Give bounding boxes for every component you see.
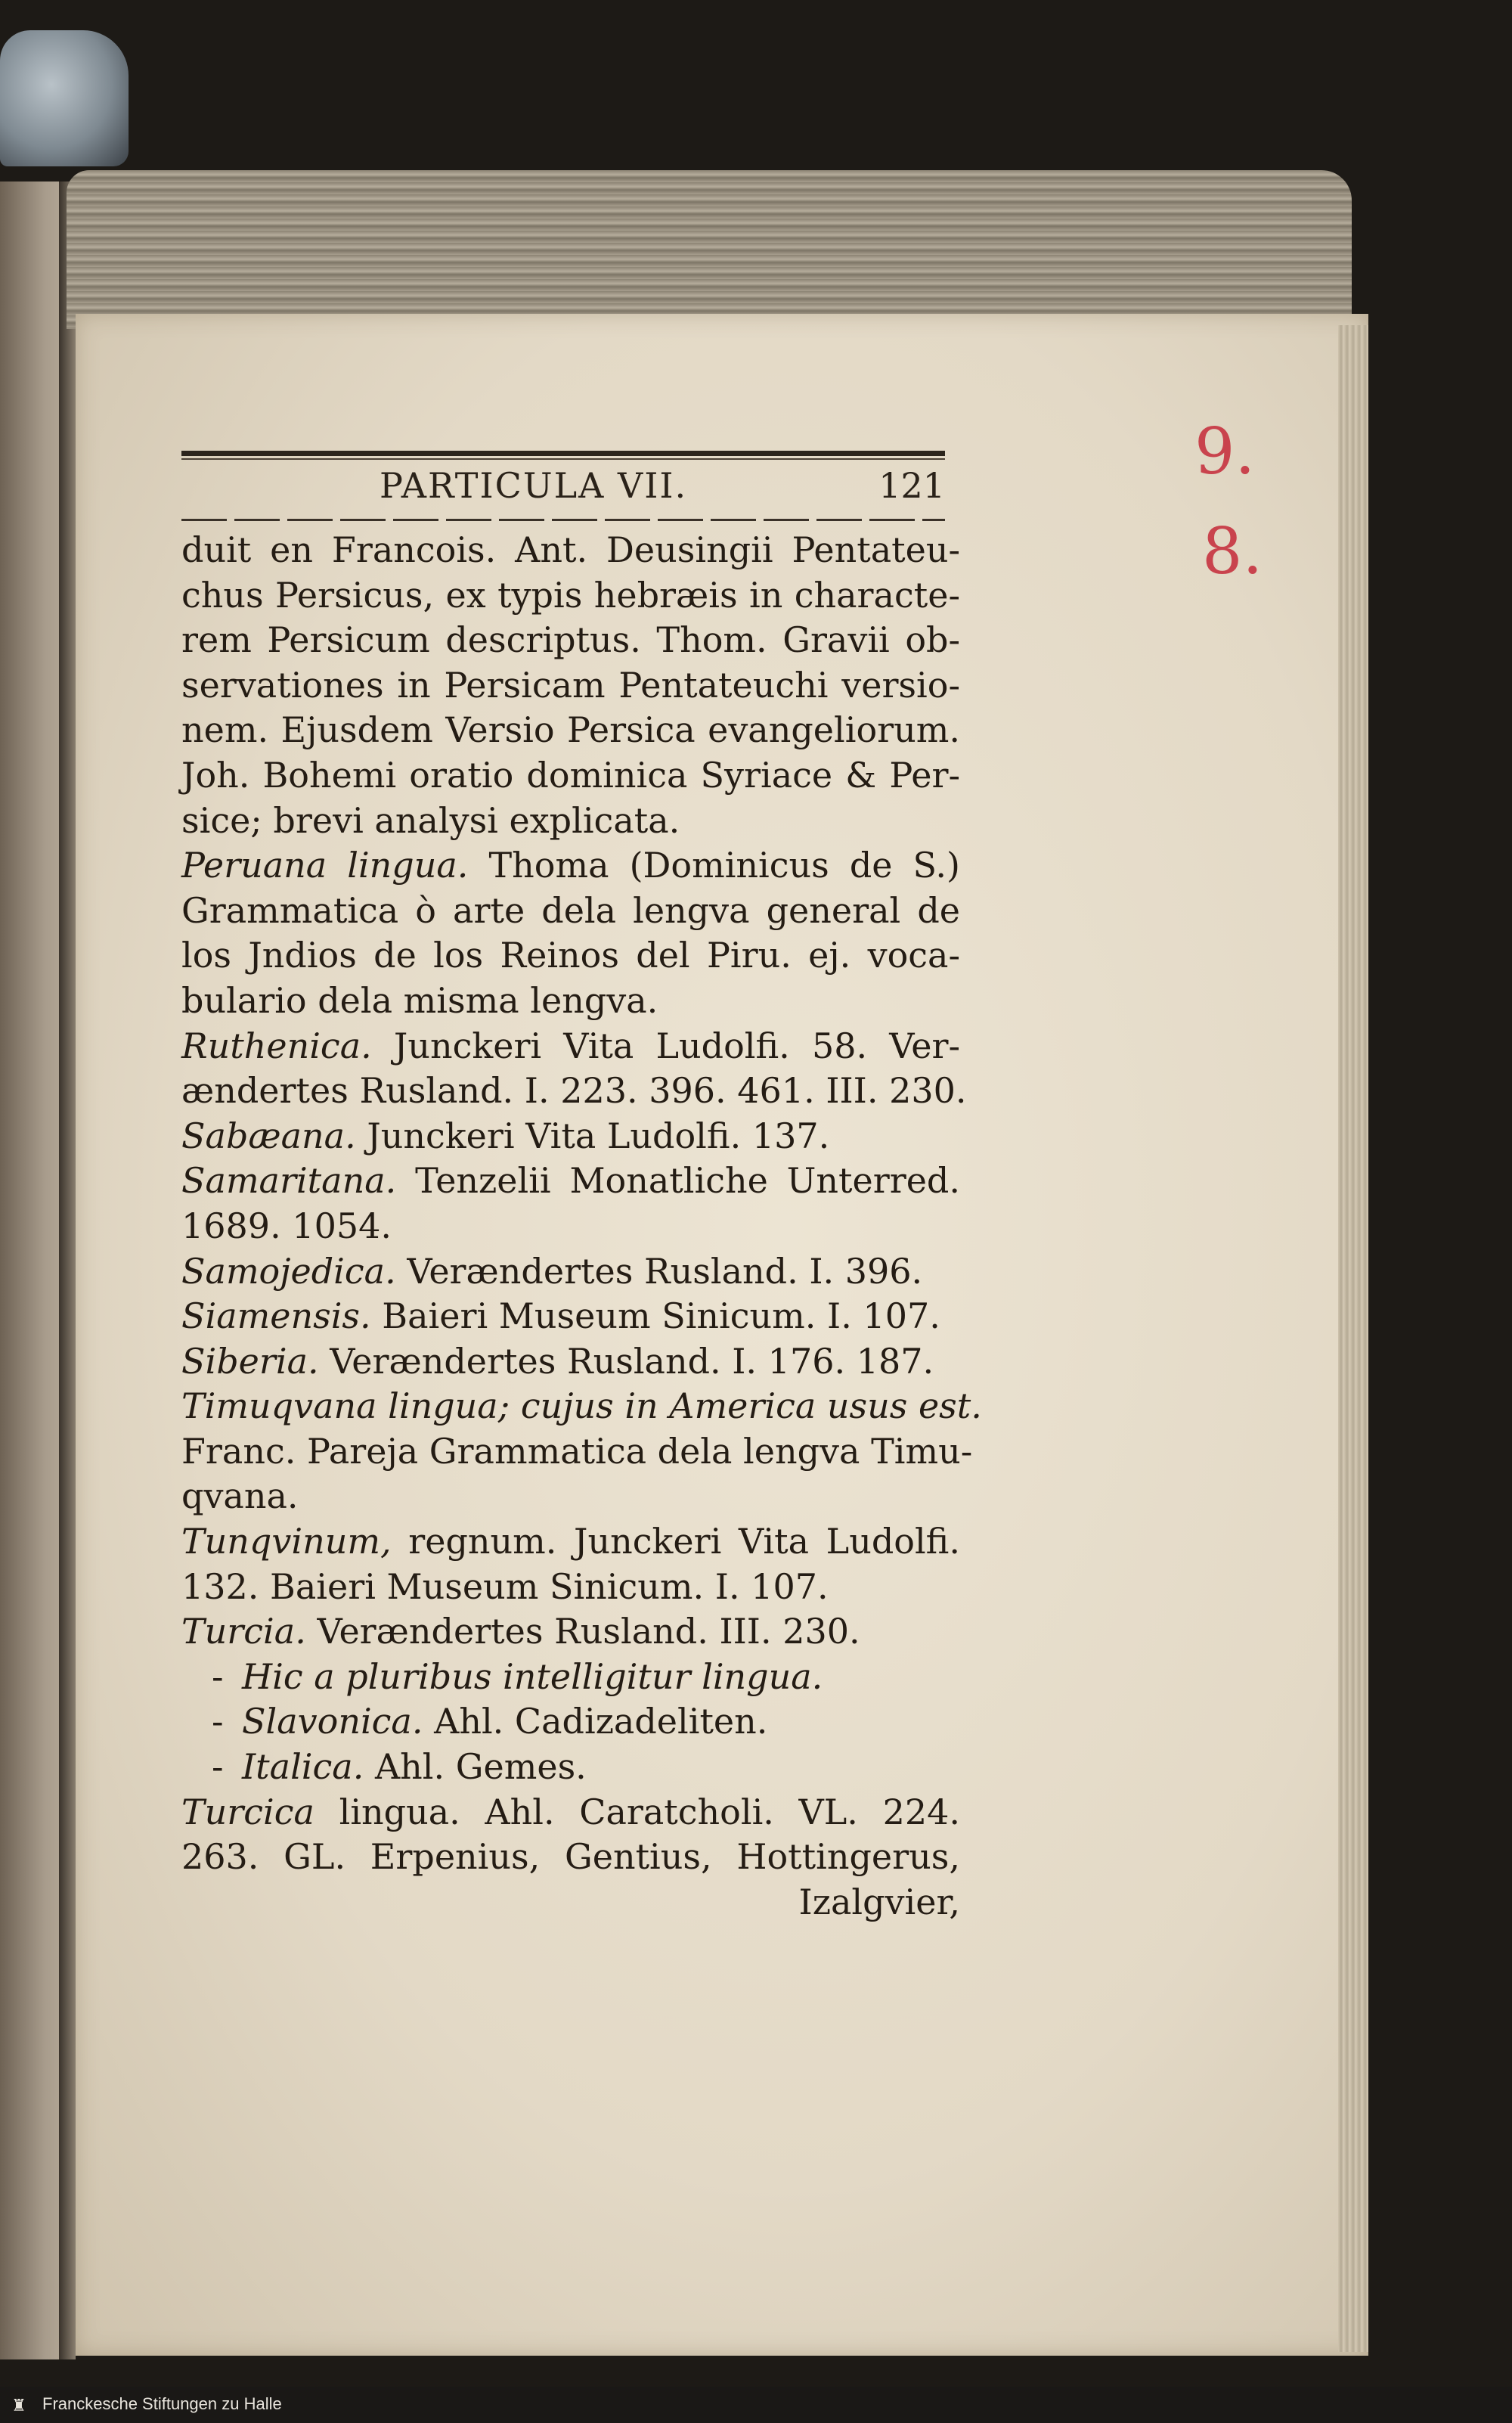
margin-note: 8. xyxy=(1202,514,1263,588)
entry-text: 263. GL. Erpenius, Gentius, Hottingerus, xyxy=(181,1836,960,1878)
entry-text: sice; brevi analysi explicata. xyxy=(181,799,680,841)
entry-heading: Siamensis. xyxy=(181,1295,371,1337)
text-line xyxy=(181,889,960,934)
entry-text: qvana. xyxy=(181,1475,299,1517)
entry-heading: Samojedica. xyxy=(181,1250,396,1292)
footer-label: Franckesche Stiftungen zu Halle xyxy=(42,2394,282,2413)
background-object xyxy=(0,30,129,166)
entry-heading: Peruana lingua. xyxy=(181,845,469,886)
text-line xyxy=(181,1429,973,1475)
entry-text: Junckeri Vita Ludolfi. 58. Ver- xyxy=(371,1025,960,1066)
entry-heading: Turcia. xyxy=(181,1611,306,1652)
entry-text: Verændertes Rusland. III. 230. xyxy=(305,1611,860,1652)
entry-text: servationes in Persicam Pentateuchi versio- xyxy=(181,664,960,706)
text-line xyxy=(181,1565,960,1610)
entry-text: Tenzelii Monatliche Unterred. xyxy=(396,1160,960,1202)
entry-heading: Italica. xyxy=(242,1746,364,1788)
header-rule-bottom xyxy=(181,519,945,521)
book-spine xyxy=(59,181,76,2359)
page-fore-edge xyxy=(1338,325,1368,2352)
text-line xyxy=(181,843,960,889)
text-line xyxy=(181,1294,960,1339)
text-line xyxy=(181,1249,960,1295)
text-line xyxy=(181,1204,960,1249)
text-line xyxy=(181,799,960,844)
entry-text: regnum. Junckeri Vita Ludolfi. xyxy=(391,1521,960,1562)
text-line xyxy=(181,1339,960,1385)
text-line xyxy=(181,1114,960,1159)
entry-text: bulario dela misma lengva. xyxy=(181,979,658,1021)
running-head-title: PARTICULA VII. xyxy=(380,465,688,506)
text-line xyxy=(181,1069,967,1114)
text-line xyxy=(181,753,960,799)
entry-heading: Samaritana. xyxy=(181,1160,397,1202)
entry-text: Franc. Pareja Grammatica dela lengva Timu- xyxy=(181,1430,973,1472)
entry-text: Verændertes Rusland. I. 176. 187. xyxy=(318,1340,934,1382)
text-line xyxy=(181,618,960,663)
entry-text: Ahl. Cadizadeliten. xyxy=(423,1701,768,1742)
entry-text: Junckeri Vita Ludolfi. 137. xyxy=(355,1115,830,1156)
text-line xyxy=(181,1609,960,1655)
margin-note: 9. xyxy=(1194,414,1256,489)
entry-heading: Hic a pluribus intelligitur lingua. xyxy=(242,1655,823,1697)
header-rule xyxy=(181,451,945,456)
entry-heading: Siberia. xyxy=(181,1340,319,1382)
entry-text: ændertes Rusland. I. 223. 396. 461. III. 230. xyxy=(181,1070,967,1112)
text-line xyxy=(181,1745,960,1790)
page-edges xyxy=(67,170,1352,329)
entry-text: Thoma (Dominicus de S.) xyxy=(468,845,960,886)
text-line xyxy=(181,1699,960,1745)
text-line xyxy=(181,1384,982,1429)
text-line xyxy=(181,528,960,573)
text-line xyxy=(181,663,960,709)
entry-text: Joh. Bohemi oratio dominica Syriace & Per- xyxy=(181,754,960,796)
text-line xyxy=(181,1835,960,1880)
running-head xyxy=(181,459,945,512)
text-line xyxy=(181,1159,960,1204)
entry-text: 1689. 1054. xyxy=(181,1205,392,1246)
text-line xyxy=(181,1024,960,1069)
dash-marker: - xyxy=(212,1655,224,1697)
text-line xyxy=(181,1474,960,1519)
dash-marker: - xyxy=(212,1701,224,1742)
entry-text: nem. Ejusdem Versio Persica evangeliorum. xyxy=(181,709,960,751)
institution-logo-icon: ♜ xyxy=(11,2396,26,2415)
text-line xyxy=(181,1790,960,1835)
text-line xyxy=(181,573,960,619)
text-line xyxy=(181,708,960,753)
entry-text: Grammatica ò arte dela lengva general de xyxy=(181,889,960,931)
entry-heading: Timuqvana lingua; cujus in America usus est. xyxy=(181,1385,982,1427)
entry-text: Verændertes Rusland. I. 396. xyxy=(395,1250,923,1292)
entry-heading: Turcica xyxy=(181,1791,314,1832)
entry-text: chus Persicus, ex typis hebræis in characte- xyxy=(181,574,960,616)
left-page-stack xyxy=(0,181,76,2359)
text-line xyxy=(181,1655,960,1700)
entry-heading: Ruthenica. xyxy=(181,1025,372,1066)
entry-heading: Slavonica. xyxy=(242,1701,423,1742)
entry-heading: Tunqvinum, xyxy=(181,1521,392,1562)
entry-text: Baieri Museum Sinicum. I. 107. xyxy=(370,1295,940,1337)
page-text xyxy=(181,528,982,1925)
entry-heading: Sabæana. xyxy=(181,1115,356,1156)
text-line xyxy=(181,1880,960,1925)
entry-text: Izalgvier, xyxy=(798,1881,960,1922)
text-line xyxy=(181,933,960,979)
entry-text: lingua. Ahl. Caratcholi. VL. 224. xyxy=(314,1791,960,1832)
entry-text: Ahl. Gemes. xyxy=(364,1746,587,1788)
text-line xyxy=(181,979,960,1024)
text-line xyxy=(181,1519,960,1565)
entry-text: 132. Baieri Museum Sinicum. I. 107. xyxy=(181,1565,829,1607)
entry-text: rem Persicum descriptus. Thom. Gravii ob- xyxy=(181,619,960,661)
page-number: 121 xyxy=(878,465,945,506)
entry-text: duit en Francois. Ant. Deusingii Pentateu- xyxy=(181,529,960,570)
entry-text: los Jndios de los Reinos del Piru. ej. voca- xyxy=(181,935,960,976)
dash-marker: - xyxy=(212,1746,224,1788)
